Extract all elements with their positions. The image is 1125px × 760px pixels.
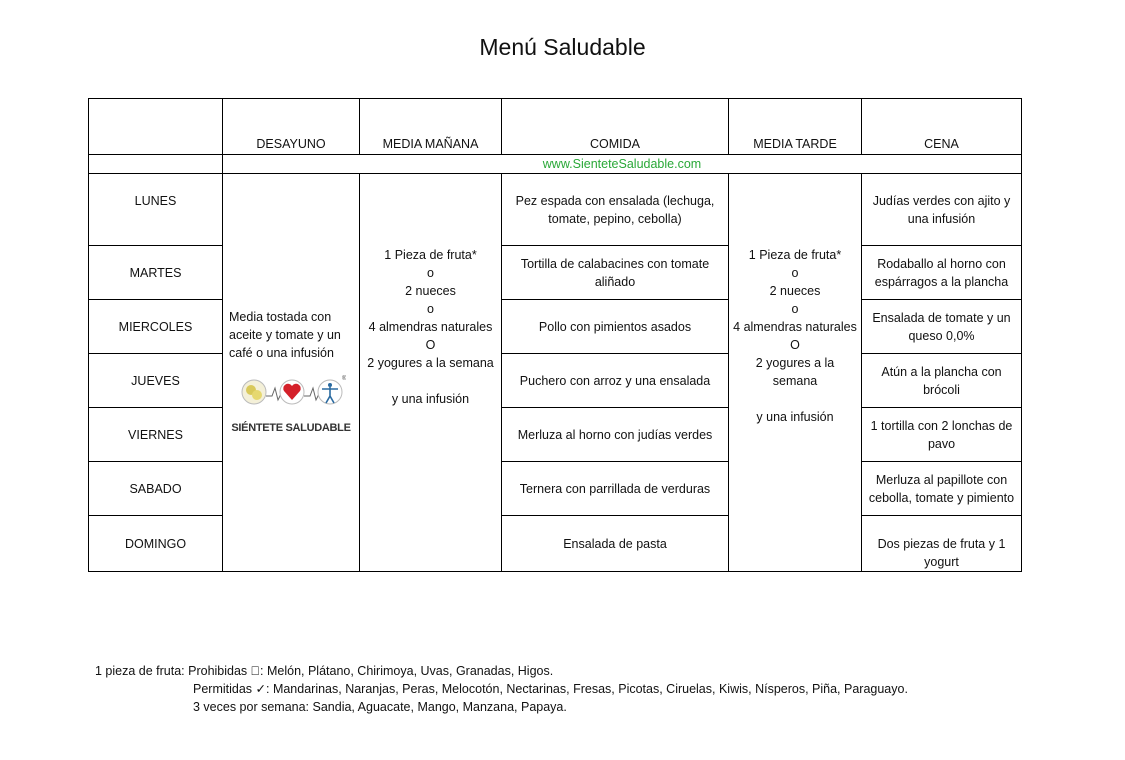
snack-option-line: y una infusión <box>391 392 470 406</box>
comida-cell: Ternera con parrillada de verduras <box>502 462 729 516</box>
snack-option-line: 2 nueces <box>769 284 821 298</box>
cena-cell: Dos piezas de fruta y 1 yogurt <box>862 516 1022 572</box>
header-row <box>89 99 1022 155</box>
snack-option-line: 1 Pieza de fruta* <box>748 248 842 262</box>
snack-option-line: 4 almendras naturales <box>733 320 857 334</box>
snack-option-line <box>364 372 497 390</box>
menu-table <box>88 98 1022 572</box>
snack-option-line: 2 yogures a la semana <box>755 356 835 388</box>
comida-cell: Pollo con pimientos asados <box>502 300 729 354</box>
snack-option-line: o <box>427 302 434 316</box>
snack-option-line: O <box>425 338 436 352</box>
snack-option-line: 4 almendras naturales <box>368 320 493 334</box>
comida-cell: Ensalada de pasta <box>502 516 729 572</box>
header-media-manana: MEDIA MAÑANA <box>360 99 502 155</box>
comida-cell: Merluza al horno con judías verdes <box>502 408 729 462</box>
header-comida: COMIDA <box>502 99 729 155</box>
brand-logo <box>229 374 353 437</box>
cena-cell: Judías verdes con ajito y una infusión <box>862 174 1022 246</box>
day-label: MARTES <box>89 246 223 300</box>
desayuno-text: Media tostada con aceite y tomate y un café o una infusión <box>229 310 341 360</box>
snack-option-line: 2 yogures a la semana <box>367 356 494 370</box>
header-cena: CENA <box>862 99 1022 155</box>
page-title: Menú Saludable <box>479 34 646 60</box>
heartbeat-logo-icon <box>236 374 346 414</box>
day-label: DOMINGO <box>89 516 223 572</box>
notes-permitidas: Permitidas ✓: Mandarinas, Naranjas, Peras, Melocotón, Nectarinas, Fresas, Picotas, Ciruelas, Kiwis, Nísperos, Piña, Paraguayo. <box>193 682 908 696</box>
cena-cell: Ensalada de tomate y un queso 0,0% <box>862 300 1022 354</box>
day-label: MIERCOLES <box>89 300 223 354</box>
cena-cell: 1 tortilla con 2 lonchas de pavo <box>862 408 1022 462</box>
day-label: JUEVES <box>89 354 223 408</box>
logo-text: SIÉNTETE SALUDABLE <box>231 422 351 434</box>
snack-option-line: o <box>791 302 799 316</box>
cena-cell: Atún a la plancha con brócoli <box>862 354 1022 408</box>
media-manana-cell <box>360 174 502 572</box>
comida-cell: Puchero con arroz y una ensalada <box>502 354 729 408</box>
snack-option-line: O <box>790 338 800 352</box>
day-label: SABADO <box>89 462 223 516</box>
website-link[interactable]: www.SienteteSaludable.com <box>542 157 702 171</box>
header-media-tarde: MEDIA TARDE <box>729 99 862 155</box>
snack-option-line: y una infusión <box>756 410 834 424</box>
media-tarde-options <box>733 246 857 426</box>
day-label: LUNES <box>89 174 223 246</box>
notes-prohibidas: 1 pieza de fruta: Prohibidas ⃠: Melón, Plátano, Chirimoya, Uvas, Granadas, Higos. <box>95 664 554 678</box>
desayuno-cell <box>223 174 360 572</box>
header-empty <box>89 99 223 155</box>
comida-cell: Pez espada con ensalada (lechuga, tomate, pepino, cebolla) <box>502 174 729 246</box>
snack-option-line: 2 nueces <box>405 284 456 298</box>
snack-option-line: o <box>427 266 434 280</box>
day-label: VIERNES <box>89 408 223 462</box>
snack-option-line <box>733 390 857 408</box>
media-tarde-cell <box>729 174 862 572</box>
svg-text:®: ® <box>342 376 346 382</box>
cena-cell: Merluza al papillote con cebolla, tomate y pimiento <box>862 462 1022 516</box>
cena-cell: Rodaballo al horno con espárragos a la plancha <box>862 246 1022 300</box>
fruit-notes <box>95 662 908 716</box>
notes-tres-veces: 3 veces por semana: Sandia, Aguacate, Mango, Manzana, Papaya. <box>193 700 567 714</box>
media-manana-options <box>364 246 497 408</box>
snack-option-line: 1 Pieza de fruta* <box>384 248 477 262</box>
header-desayuno: DESAYUNO <box>223 99 360 155</box>
comida-cell: Tortilla de calabacines con tomate aliñado <box>502 246 729 300</box>
snack-option-line: o <box>791 266 799 280</box>
